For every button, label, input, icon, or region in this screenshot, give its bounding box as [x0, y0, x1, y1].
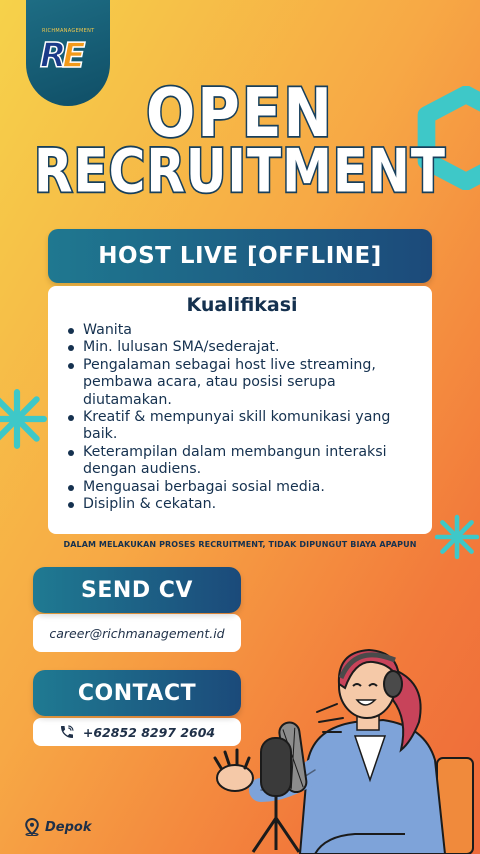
- email-pill[interactable]: [33, 614, 241, 652]
- logo-letter-e: E: [62, 36, 82, 76]
- qualification-item: Pengalaman sebagai host live streaming, pembawa acara, atau posisi serupa diutamakan.: [66, 357, 418, 409]
- title-line-2: RECRUITMENT: [33, 136, 447, 206]
- send-cv-banner: [33, 567, 241, 613]
- qualifications-card: [48, 286, 432, 534]
- location-text: Depok: [45, 819, 92, 835]
- qualification-item: Wanita: [66, 322, 418, 339]
- qualifications-list: [66, 322, 418, 513]
- sparkle-star-icon: [434, 514, 480, 560]
- email-link[interactable]: career@richmanagement.id: [49, 625, 225, 641]
- logo-letters: [40, 36, 81, 76]
- location-pin-icon: [24, 818, 40, 836]
- position-title: HOST LIVE [OFFLINE]: [98, 243, 382, 269]
- qualification-item: Min. lulusan SMA/sederajat.: [66, 339, 418, 356]
- position-banner: [48, 229, 432, 283]
- contact-label: CONTACT: [77, 680, 197, 706]
- phone-pill[interactable]: [33, 718, 241, 746]
- send-cv-label: SEND CV: [81, 577, 193, 603]
- sparkle-star-icon: [0, 388, 48, 450]
- host-illustration: [205, 640, 480, 854]
- qualification-item: Keterampilan dalam membangun interaksi dengan audiens.: [66, 444, 418, 479]
- phone-number[interactable]: +62852 8297 2604: [82, 724, 216, 740]
- brand-logo: [38, 28, 98, 78]
- location: [24, 818, 92, 836]
- qualification-item: Kreatif & mempunyai skill komunikasi yang baik.: [66, 409, 418, 444]
- free-recruitment-notice: DALAM MELAKUKAN PROSES RECRUITMENT, TIDAK DIPUNGUT BIAYA APAPUN: [63, 540, 417, 549]
- contact-banner: [33, 670, 241, 716]
- phone-icon: [59, 724, 75, 740]
- title-line-1: OPEN: [146, 73, 334, 153]
- qualification-item: Disiplin & cekatan.: [66, 496, 418, 513]
- qualification-item: Menguasai berbagai sosial media.: [66, 479, 418, 496]
- qualifications-heading: Kualifikasi: [186, 294, 298, 316]
- logo-small-text: RICHMANAGEMENT: [42, 28, 95, 34]
- logo-letter-r: R: [40, 36, 63, 76]
